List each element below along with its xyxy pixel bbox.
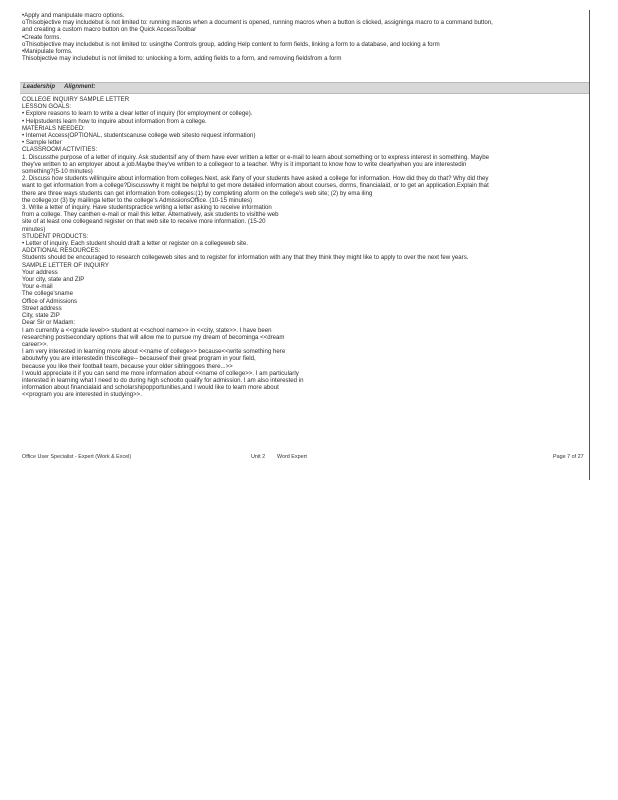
text-line: interested in learning what I need to do during high schoolto qualify for admission. I am also interested in: [22, 376, 304, 384]
section-header-bar: [20, 82, 589, 94]
text-line: Dear Sir or Madam:: [22, 319, 76, 327]
objective-line: •Manipulate forms.: [22, 48, 73, 56]
text-line: 2. Discuss how students willinquire about information from colleges.Next, ask ifany of your students have asked a college for information. How did they do that? Why did they: [22, 175, 489, 183]
text-line: LESSON GOALS:: [22, 103, 72, 111]
right-margin-rule: [589, 10, 590, 480]
text-line: • Helpstudents learn how to inquire about information from a college.: [22, 117, 207, 125]
text-line: information about financialaid and scholarshipopportunities,and I would like to learn more about: [22, 384, 279, 392]
text-line: because you like their football team, because your older siblinggoes there...>>: [22, 362, 233, 370]
text-line: I would appreciate it if you can send me more information about <<name of college>>. I am particularly: [22, 369, 299, 377]
objective-line: •Apply and manipulate macro options.: [22, 12, 125, 19]
text-line: 1. Discussthe purpose of a letter of inquiry. Ask studentsif any of them have ever written a letter or e-mail to learn about something or to express interest in something. Maybe: [22, 153, 489, 161]
objective-line: Thisobjective may includebut is not limited to: unlocking a form, adding fields to a form, and removing fieldsfrom a form: [22, 55, 342, 63]
text-line: aboutwhy you are interestedin thiscollege-- becauseof their great program in your field,: [22, 355, 256, 363]
text-line: COLLEGE INQUIRY SAMPLE LETTER: [22, 96, 130, 103]
objectives-block: [22, 12, 588, 62]
footer-course: Office User Specialist - Expert (Work & Excel): [22, 454, 132, 460]
text-line: • Letter of inquiry. Each student should draft a letter or register on a collegeweb site.: [22, 240, 248, 248]
text-line: want to get information from a college?Discusswhy it might be helpful to get more detailed information about courses, dorms, financialaid, or to get an application.Explain that: [22, 182, 489, 190]
text-line: • Internet Access(OPTIONAL, studentscanuse college web sitesto request information): [22, 132, 256, 140]
text-line: career>>.: [22, 340, 49, 348]
text-line: they've written to an employer about a job.Maybe they've written to a collegeor to a teacher. Why is it important to know how to write clearlywhen you are interestedin: [22, 160, 467, 168]
text-line: site of at least one collegeand register on that web site to receive more information. (15-20: [22, 218, 266, 226]
text-line: 3. Write a letter of inquiry. Have studentspractice writing a letter asking to receive information: [22, 204, 272, 212]
section-header-alignment: Alignment:: [64, 84, 96, 90]
text-line: • Sample letter: [22, 139, 62, 147]
text-line: Your address: [22, 268, 58, 276]
text-line: MATERIALS NEEDED:: [22, 124, 85, 132]
text-line: the college;or (3) by mailinga letter to the college's AdmissionsOffice. (10-15 minutes): [22, 196, 253, 204]
text-line: Your e-mail: [22, 283, 53, 291]
text-line: • Explore reasons to learn to write a clear letter of inquiry (for employment or college).: [22, 110, 253, 118]
objective-line: •Create forms.: [22, 33, 62, 41]
text-line: City, state ZIP: [22, 312, 60, 320]
text-line: something?(5-10 minutes): [22, 168, 93, 176]
text-line: Office of Admissions: [22, 297, 78, 305]
text-line: CLASSROOM ACTIVITIES:: [22, 146, 98, 154]
footer-unit: Unit 2: [251, 454, 266, 460]
text-line: researching postsecondary options that will allow me to pursue my dream of becominga <<dream: [22, 333, 285, 341]
text-line: from a college. They canthen e-mail or mail this letter. Alternatively, ask students to visitthe web: [22, 211, 279, 219]
lesson-body: [22, 96, 588, 399]
text-line: Your city, state and ZIP: [22, 276, 85, 284]
footer-page-number: Page 7 of 27: [553, 454, 584, 460]
text-line: Street address: [22, 304, 62, 312]
text-line: ADDITIONAL RESOURCES:: [22, 247, 101, 255]
text-line: I am very interested in learning more about <<name of college>> because<<write something here: [22, 348, 286, 356]
section-header-leadership: Leadership: [23, 84, 56, 90]
text-line: minutes): [22, 225, 46, 233]
text-line: SAMPLE LETTER OF INQUIRY: [22, 261, 109, 269]
text-line: there are three ways students can get information from colleges:(1) by completing aform on the college's web site; (2) by ema iling: [22, 189, 373, 197]
objective-line: and creating a custom macro button on the Quick AccessToolbar: [22, 26, 197, 34]
text-line: The college'sname: [22, 290, 73, 298]
text-line: <<program you are interested in studying>>.: [22, 391, 142, 399]
text-line: I am currently a <<grade level>> student at <<school name>> in <<city, state>>. I have been: [22, 326, 272, 334]
objective-line: oThisobjective may includebut is not limited to: usingthe Controls group, adding Help content to form fields, linking a form to a database, and locking a form: [22, 40, 440, 48]
footer-subject: Word Expert: [277, 454, 307, 460]
text-line: STUDENT PRODUCTS:: [22, 232, 89, 240]
objective-line: oThisobjective may includebut is not limited to: running macros when a document is opened, running macros when a button is clicked, assigninga macro to a command button,: [22, 19, 493, 27]
text-line: Students should be encouraged to research collegeweb sites and to register for information with any that they think they might like to apply to over the next few years.: [22, 254, 469, 262]
